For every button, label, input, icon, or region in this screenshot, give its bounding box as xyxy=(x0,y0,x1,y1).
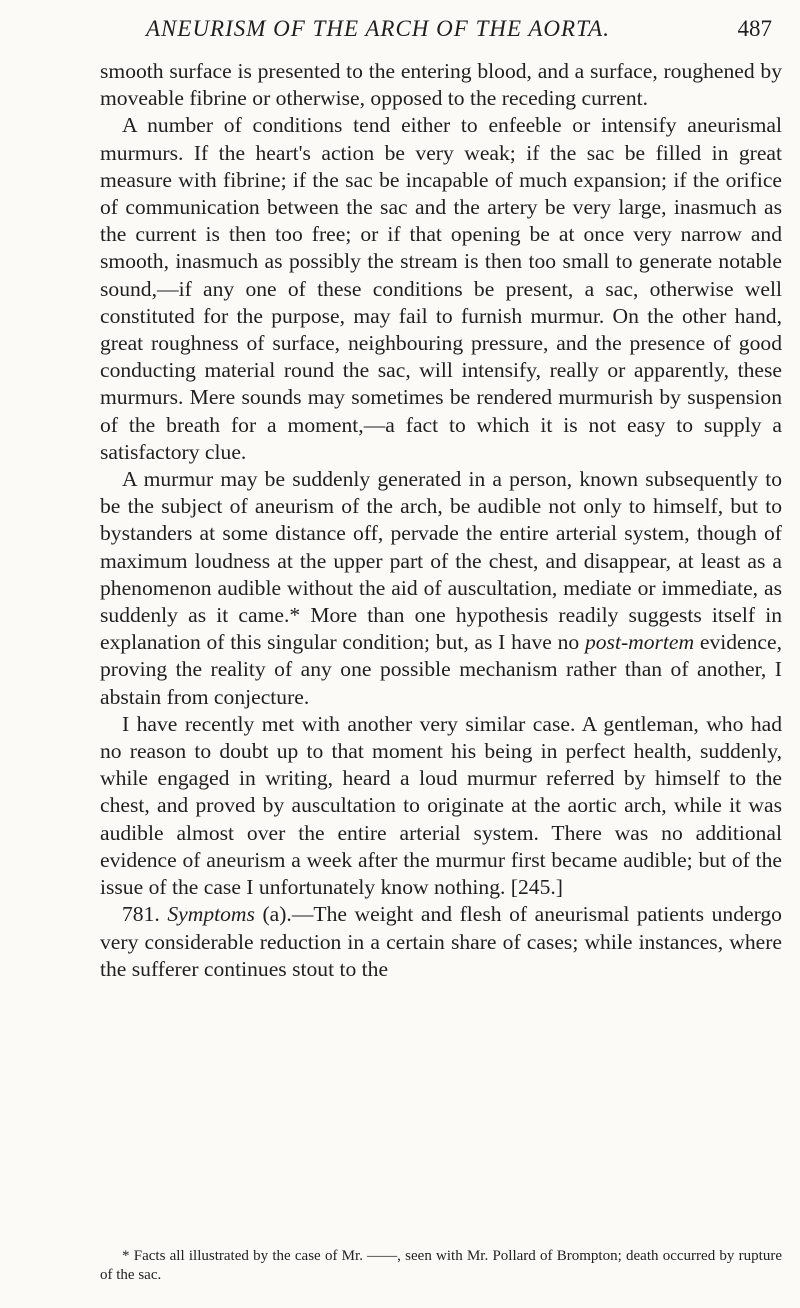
sudden-murmur-text-end: evidence, proving the reality of any one possible mechanism rather than of another, I abstain from conjecture. xyxy=(100,630,783,709)
symptoms-text: (a).—The weight and flesh of aneurismal patients undergo very considerable reduction in a certain share of cases; while instances, where the sufferer continues stout to the xyxy=(100,902,782,981)
running-title: ANEURISM OF THE ARCH OF THE AORTA. xyxy=(146,16,610,41)
section-number: 781. xyxy=(122,902,160,927)
footnote: * Facts all illustrated by the case of Mr. ——, seen with Mr. Pollard of Brompton; death occurred by rupture of the sac. xyxy=(100,1248,782,1283)
paragraph-symptoms xyxy=(100,901,782,983)
paragraph-similar-case: I have recently met with another very similar case. A gentleman, who had no reason to doubt up to that moment his being in perfect health, suddenly, while engaged in writing, heard a loud murmur referred by himself to the chest, and proved by auscultation to originate at the aortic arch, while it was audible almost over the entire arterial system. There was no additional evidence of aneurism a week after the murmur first became audible; but of the issue of the case I unfortunately know nothing. [245.] xyxy=(100,711,782,900)
sudden-murmur-text: A murmur may be suddenly generated in a person, known subsequently to be the subject of aneurism of the arch, be audible not only to himself, but to bystanders at some distance off, pervade the entire arterial system, though of maximum loudness at the upper part of the chest, and disappear, at least as a phenomenon audible without the aid of auscultation, mediate or immediate, as suddenly as it came.* More than one hypothesis readily suggests itself in explanation of this singular condition; but, as I have no xyxy=(100,467,782,655)
paragraph-sudden-murmur xyxy=(100,466,782,711)
page-header xyxy=(100,14,780,50)
section-heading: Symptoms xyxy=(167,902,255,927)
page-number: 487 xyxy=(737,16,772,41)
paragraph-continuation: smooth surface is presented to the entering blood, and a surface, roughened by moveable fibrine or otherwise, opposed to the receding current. xyxy=(100,59,782,111)
paragraph-murmur-conditions: A number of conditions tend either to enfeeble or intensify aneurismal murmurs. If the heart's action be very weak; if the sac be filled in great measure with fibrine; if the sac be incapable of much expansion; if the orifice of communication between the sac and the artery be very large, inasmuch as the current is then too free; or if that opening be at once very narrow and smooth, inasmuch as possibly the stream is then too small to generate notable sound,—if any one of these conditions be present, a sac, otherwise well constituted for the purpose, may fail to furnish murmur. On the other hand, great roughness of surface, neighbouring pressure, and the presence of good conducting material round the sac, will intensify, really or apparently, these murmurs. Mere sounds may sometimes be rendered murmurish by suspension of the breath for a moment,—a fact to which it is not easy to supply a satisfactory clue. xyxy=(100,113,782,464)
body-text xyxy=(100,58,782,983)
italic-post-mortem: post-mortem xyxy=(584,630,695,655)
